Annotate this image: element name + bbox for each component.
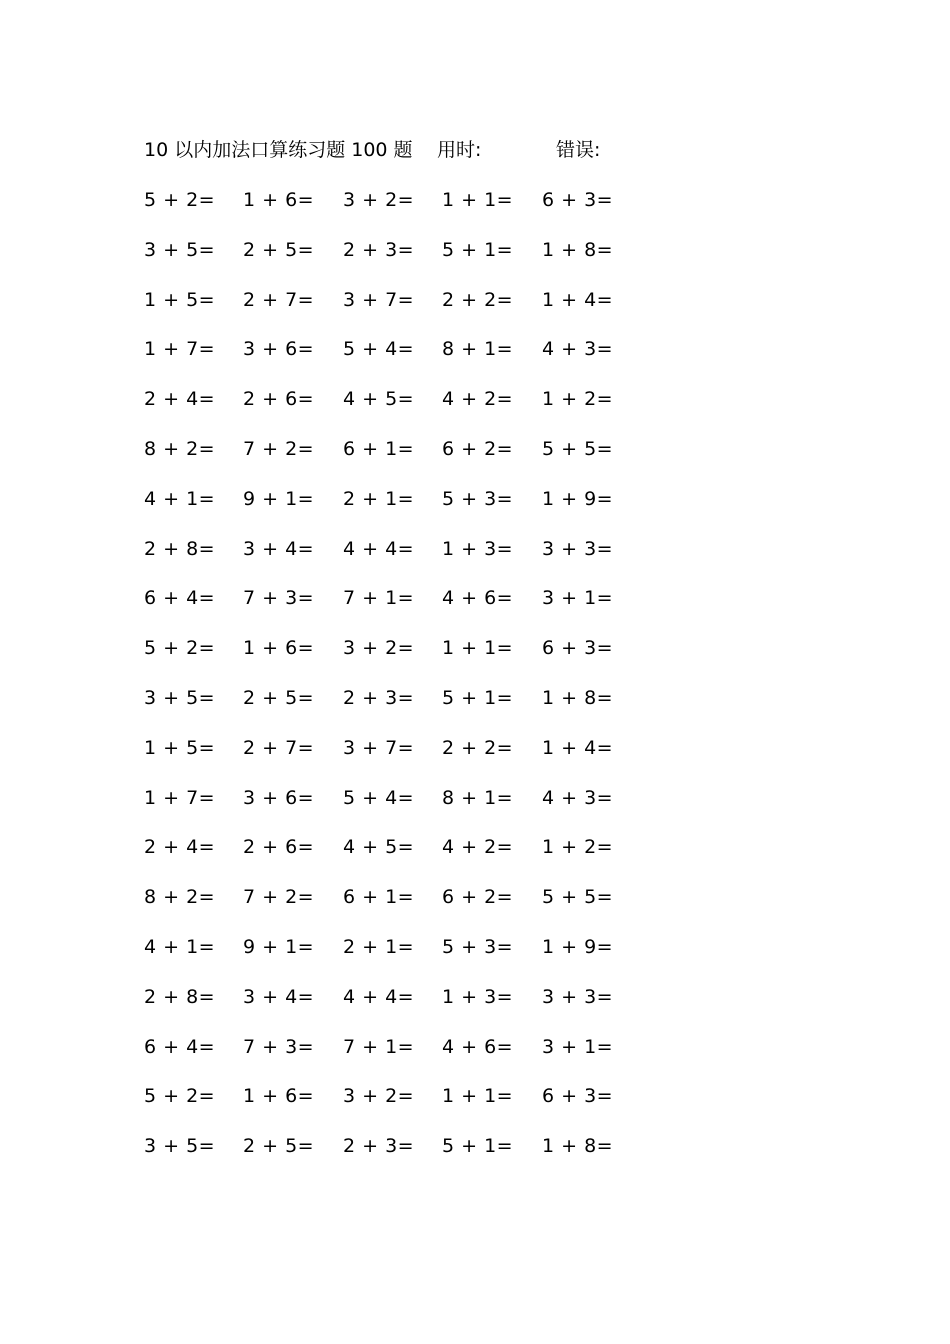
problem-item: 3 + 6= [243,786,315,809]
problem-item: 6 + 1= [343,886,415,909]
problem-item: 3 + 7= [343,736,415,759]
problem-row [144,684,704,734]
problem-row [144,1132,704,1182]
problem-item: 8 + 1= [442,338,514,361]
problem-item: 6 + 3= [542,189,614,211]
problem-row [144,1033,704,1083]
problem-item: 1 + 6= [243,637,315,660]
worksheet-title: 10 以内加法口算练习题 100 题 [144,139,413,161]
problem-item: 8 + 2= [144,886,216,909]
problem-row [144,335,704,385]
problem-item: 5 + 4= [343,338,415,361]
problem-item: 8 + 2= [144,437,216,460]
problem-grid [144,186,704,1182]
problem-row [144,734,704,784]
problem-item: 6 + 3= [542,637,614,660]
problem-item: 5 + 3= [442,935,514,958]
problem-item: 1 + 8= [542,686,614,709]
problem-item: 3 + 3= [542,537,614,560]
problem-item: 5 + 1= [442,238,514,261]
problem-item: 4 + 2= [442,836,514,859]
problem-item: 3 + 2= [343,637,415,660]
problem-item: 2 + 3= [343,1135,415,1158]
problem-item: 5 + 1= [442,1135,514,1158]
problem-item: 7 + 2= [243,437,315,460]
problem-item: 3 + 5= [144,238,216,261]
problem-item: 1 + 4= [542,736,614,759]
problem-item: 4 + 3= [542,786,614,809]
problem-item: 4 + 4= [343,985,415,1008]
time-used-label: 用时: [437,139,482,161]
problem-row [144,634,704,684]
problem-row [144,584,704,634]
problem-row [144,535,704,585]
problem-item: 1 + 9= [542,935,614,958]
problem-row [144,236,704,286]
problem-row [144,784,704,834]
problem-item: 3 + 6= [243,338,315,361]
problem-item: 1 + 8= [542,1135,614,1158]
problem-item: 1 + 1= [442,637,514,660]
problem-item: 2 + 5= [243,686,315,709]
problem-item: 4 + 2= [442,388,514,411]
problem-item: 1 + 5= [144,288,216,311]
problem-item: 8 + 1= [442,786,514,809]
problem-item: 2 + 4= [144,388,216,411]
problem-row [144,883,704,933]
problem-item: 1 + 9= [542,487,614,510]
problem-item: 7 + 1= [343,587,415,610]
problem-item: 5 + 4= [343,786,415,809]
problem-item: 6 + 2= [442,886,514,909]
problem-row [144,933,704,983]
problem-item: 1 + 5= [144,736,216,759]
problem-row [144,385,704,435]
problem-item: 1 + 7= [144,786,216,809]
problem-item: 1 + 6= [243,189,315,211]
problem-item: 4 + 6= [442,1035,514,1058]
problem-row [144,983,704,1033]
problem-item: 4 + 3= [542,338,614,361]
problem-item: 6 + 1= [343,437,415,460]
problem-item: 6 + 3= [542,1085,614,1108]
problem-item: 2 + 2= [442,736,514,759]
problem-item: 1 + 8= [542,238,614,261]
problem-item: 4 + 5= [343,836,415,859]
problem-item: 3 + 1= [542,1035,614,1058]
problem-item: 4 + 1= [144,487,216,510]
problem-item: 1 + 6= [243,1085,315,1108]
problem-item: 6 + 2= [442,437,514,460]
problem-row [144,485,704,535]
problem-item: 3 + 7= [343,288,415,311]
problem-row [144,186,704,236]
problem-item: 5 + 1= [442,686,514,709]
problem-item: 2 + 1= [343,935,415,958]
problem-item: 3 + 4= [243,985,315,1008]
problem-item: 2 + 8= [144,537,216,560]
problem-item: 2 + 5= [243,1135,315,1158]
problem-item: 1 + 2= [542,836,614,859]
problem-item: 3 + 4= [243,537,315,560]
problem-item: 9 + 1= [243,935,315,958]
problem-item: 5 + 5= [542,437,614,460]
problem-item: 7 + 3= [243,587,315,610]
problem-item: 6 + 4= [144,587,216,610]
problem-item: 2 + 6= [243,388,315,411]
problem-item: 2 + 6= [243,836,315,859]
problem-item: 1 + 1= [442,189,514,211]
problem-item: 3 + 2= [343,189,415,211]
problem-item: 1 + 1= [442,1085,514,1108]
problem-item: 2 + 8= [144,985,216,1008]
problem-item: 2 + 7= [243,288,315,311]
problem-item: 2 + 5= [243,238,315,261]
problem-item: 3 + 1= [542,587,614,610]
problem-item: 3 + 2= [343,1085,415,1108]
problem-item: 2 + 1= [343,487,415,510]
problem-item: 1 + 3= [442,537,514,560]
problem-item: 1 + 7= [144,338,216,361]
problem-item: 2 + 3= [343,238,415,261]
problem-item: 7 + 3= [243,1035,315,1058]
problem-item: 5 + 2= [144,189,216,211]
problem-item: 6 + 4= [144,1035,216,1058]
problem-item: 1 + 4= [542,288,614,311]
problem-row [144,286,704,336]
problem-item: 5 + 2= [144,637,216,660]
problem-item: 2 + 4= [144,836,216,859]
problem-item: 4 + 5= [343,388,415,411]
problem-item: 3 + 5= [144,686,216,709]
problem-item: 3 + 5= [144,1135,216,1158]
problem-row [144,435,704,485]
problem-item: 2 + 3= [343,686,415,709]
problem-item: 1 + 2= [542,388,614,411]
problem-item: 5 + 3= [442,487,514,510]
problem-item: 4 + 4= [343,537,415,560]
problem-row [144,833,704,883]
problem-item: 1 + 3= [442,985,514,1008]
problem-item: 2 + 2= [442,288,514,311]
problem-item: 4 + 1= [144,935,216,958]
problem-item: 3 + 3= [542,985,614,1008]
problem-item: 7 + 1= [343,1035,415,1058]
problem-item: 7 + 2= [243,886,315,909]
problem-item: 4 + 6= [442,587,514,610]
problem-item: 5 + 2= [144,1085,216,1108]
error-count-label: 错误: [556,139,601,161]
problem-item: 5 + 5= [542,886,614,909]
problem-item: 2 + 7= [243,736,315,759]
problem-row [144,1082,704,1132]
problem-item: 9 + 1= [243,487,315,510]
